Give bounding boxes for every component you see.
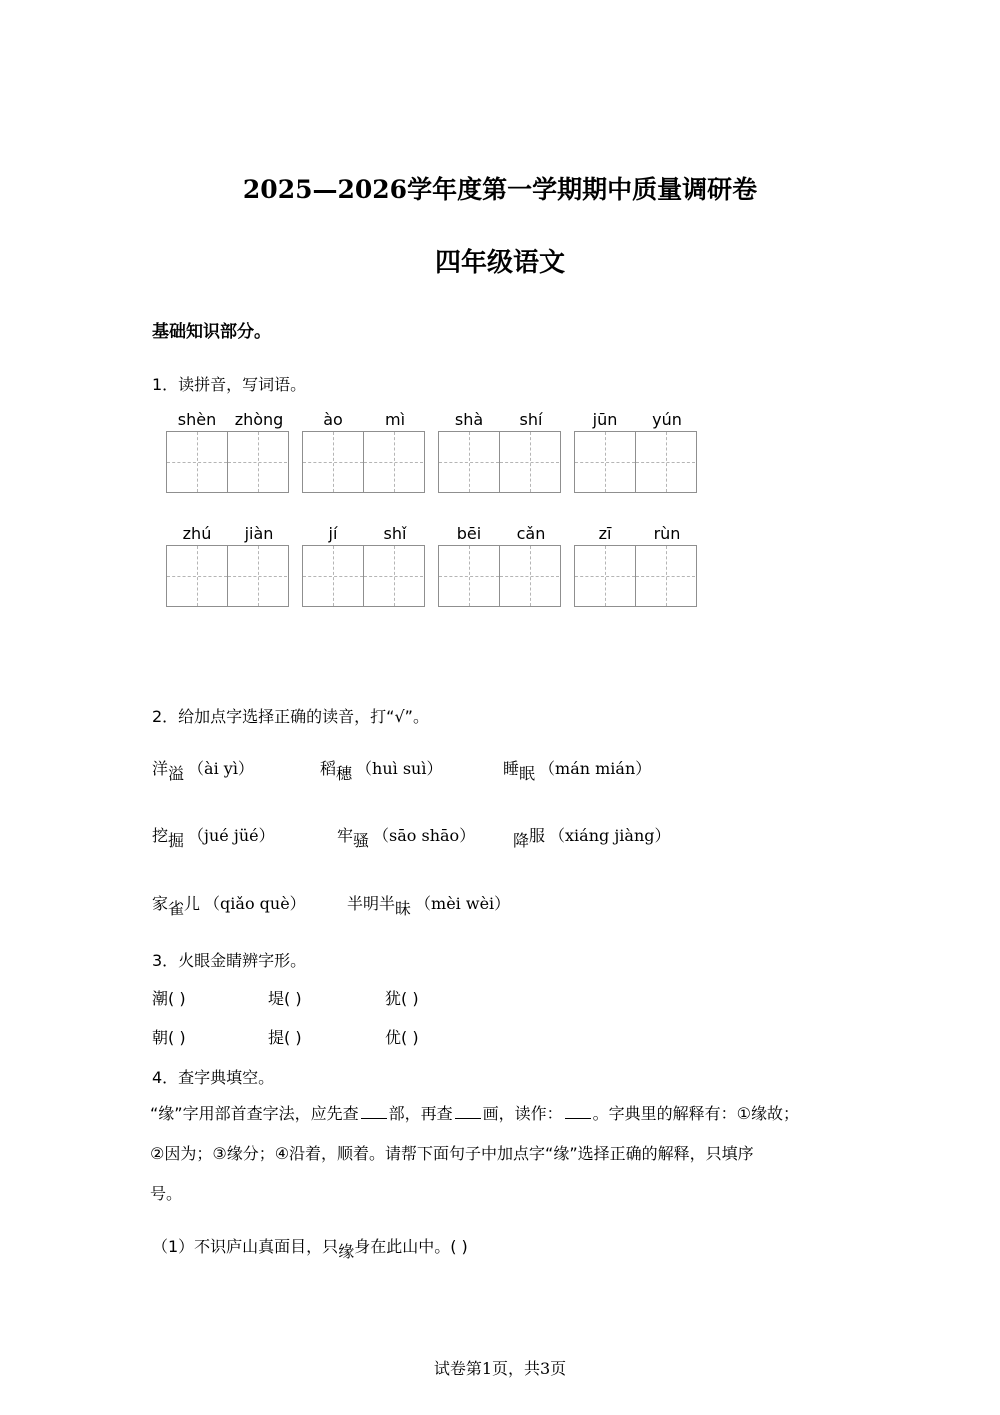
writing-cell[interactable] [363, 432, 423, 492]
pinyin-label: shèn [177, 410, 217, 429]
dotted-char: 眠 [519, 764, 536, 783]
pinyin-label: mì [384, 410, 406, 429]
writing-cell[interactable] [303, 546, 363, 606]
pinyin-label: jí [328, 524, 338, 543]
writing-cell[interactable] [227, 546, 287, 606]
pinyin-label: jiàn [244, 524, 274, 543]
reading-item[interactable]: 家雀儿 （qiǎo què） [152, 894, 306, 918]
writing-boxes[interactable] [302, 431, 425, 493]
question-4-text: “缘”字用部首查字法，应先查 部，再查 画，读作： 。字典里的解释有：①缘故； ②因为；③缘分；④沿着，顺着。请帮下面句子中加点字“缘”选择正确的解释，只填序 号。 [150, 1104, 799, 1203]
pinyin-label: yún [652, 410, 682, 429]
pinyin-options: （sāo shāo） [373, 826, 476, 845]
pinyin-options: （xiáng jiàng） [549, 826, 671, 845]
writing-cell[interactable] [499, 432, 559, 492]
pinyin-label: rùn [653, 524, 681, 543]
writing-cell[interactable] [167, 432, 227, 492]
fill-blank[interactable] [361, 1104, 387, 1119]
writing-cell[interactable] [363, 546, 423, 606]
reading-item[interactable]: 降服 （xiáng jiàng） [513, 826, 671, 850]
question-2-prompt: 2．给加点字选择正确的读音，打“√”。 [152, 707, 429, 726]
pinyin-options: （jué jüé） [188, 826, 275, 845]
reading-item[interactable]: 睡眠 （mán mián） [503, 759, 652, 783]
pinyin-label: zhòng [234, 410, 284, 429]
dotted-char: 缘 [338, 1242, 355, 1261]
writing-cell[interactable] [439, 432, 499, 492]
question-1-prompt: 1．读拼音，写词语。 [152, 375, 307, 394]
pinyin-label: shǐ [383, 524, 407, 543]
char-blank[interactable]: 提( ) [268, 1028, 302, 1047]
pinyin-group [438, 523, 562, 607]
pinyin-group [166, 409, 290, 493]
writing-cell[interactable] [439, 546, 499, 606]
page-subtitle: 四年级语文 [434, 248, 565, 278]
writing-boxes[interactable] [166, 545, 289, 607]
reading-item[interactable]: 牢骚 （sāo shāo） [337, 826, 476, 850]
dotted-char: 溢 [168, 764, 185, 783]
char-blank[interactable]: 犹( ) [385, 989, 419, 1008]
char-blank[interactable]: 优( ) [385, 1028, 419, 1047]
pinyin-group [574, 409, 698, 493]
writing-cell[interactable] [303, 432, 363, 492]
writing-boxes[interactable] [574, 431, 697, 493]
pinyin-group [574, 523, 698, 607]
fill-blank[interactable] [565, 1104, 591, 1119]
writing-cell[interactable] [499, 546, 559, 606]
writing-boxes[interactable] [302, 545, 425, 607]
writing-cell[interactable] [167, 546, 227, 606]
dotted-char: 雀 [168, 899, 185, 918]
pinyin-row-2 [166, 523, 698, 607]
reading-item[interactable]: 挖掘 （jué jüé） [152, 826, 275, 850]
pinyin-label: jūn [592, 410, 618, 429]
writing-boxes[interactable] [438, 431, 561, 493]
pinyin-label: bēi [456, 524, 482, 543]
char-blank[interactable]: 朝( ) [152, 1028, 186, 1047]
question-3-prompt: 3．火眼金睛辨字形。 [152, 951, 307, 970]
dotted-char: 掘 [168, 831, 185, 850]
writing-boxes[interactable] [438, 545, 561, 607]
pinyin-group [166, 523, 290, 607]
pinyin-options: （ài yì） [188, 759, 254, 778]
pinyin-options: （huì suì） [356, 759, 443, 778]
page-footer: 试卷第1页，共3页 [433, 1359, 567, 1378]
pinyin-row-1 [166, 409, 698, 493]
fill-blank[interactable] [455, 1104, 481, 1119]
pinyin-label: cǎn [516, 524, 546, 543]
section-heading: 基础知识部分。 [152, 322, 271, 342]
reading-item[interactable]: 稻穗 （huì suì） [320, 759, 443, 783]
char-blank[interactable]: 堤( ) [268, 989, 302, 1008]
char-blank[interactable]: 潮( ) [152, 989, 186, 1008]
pinyin-label: zhú [182, 524, 212, 543]
writing-cell[interactable] [575, 432, 635, 492]
dotted-char: 骚 [353, 831, 370, 850]
writing-cell[interactable] [635, 432, 695, 492]
pinyin-label: shà [454, 410, 484, 429]
dotted-char: 昧 [395, 899, 412, 918]
dotted-char: 降 [513, 831, 530, 850]
writing-boxes[interactable] [574, 545, 697, 607]
reading-item[interactable]: 半明半昧 （mèi wèi） [347, 894, 511, 918]
question-4-subitem[interactable]: （1）不识庐山真面目，只缘身在此山中。( ) [152, 1237, 468, 1261]
dotted-char: 穗 [336, 764, 353, 783]
pinyin-group [438, 409, 562, 493]
pinyin-options: （mán mián） [539, 759, 652, 778]
pinyin-label: shí [519, 410, 543, 429]
writing-cell[interactable] [575, 546, 635, 606]
page-title: 2025—2026学年度第一学期期中质量调研卷 [242, 175, 758, 204]
pinyin-options: （mèi wèi） [415, 894, 511, 913]
pinyin-label: ào [323, 410, 343, 429]
writing-cell[interactable] [635, 546, 695, 606]
question-4-prompt: 4．查字典填空。 [152, 1068, 275, 1087]
pinyin-group [302, 409, 426, 493]
writing-cell[interactable] [227, 432, 287, 492]
writing-boxes[interactable] [166, 431, 289, 493]
pinyin-options: （qiǎo què） [204, 894, 306, 913]
pinyin-group [302, 523, 426, 607]
reading-item[interactable]: 洋溢 （ài yì） [152, 759, 254, 783]
pinyin-label: zī [598, 524, 612, 543]
